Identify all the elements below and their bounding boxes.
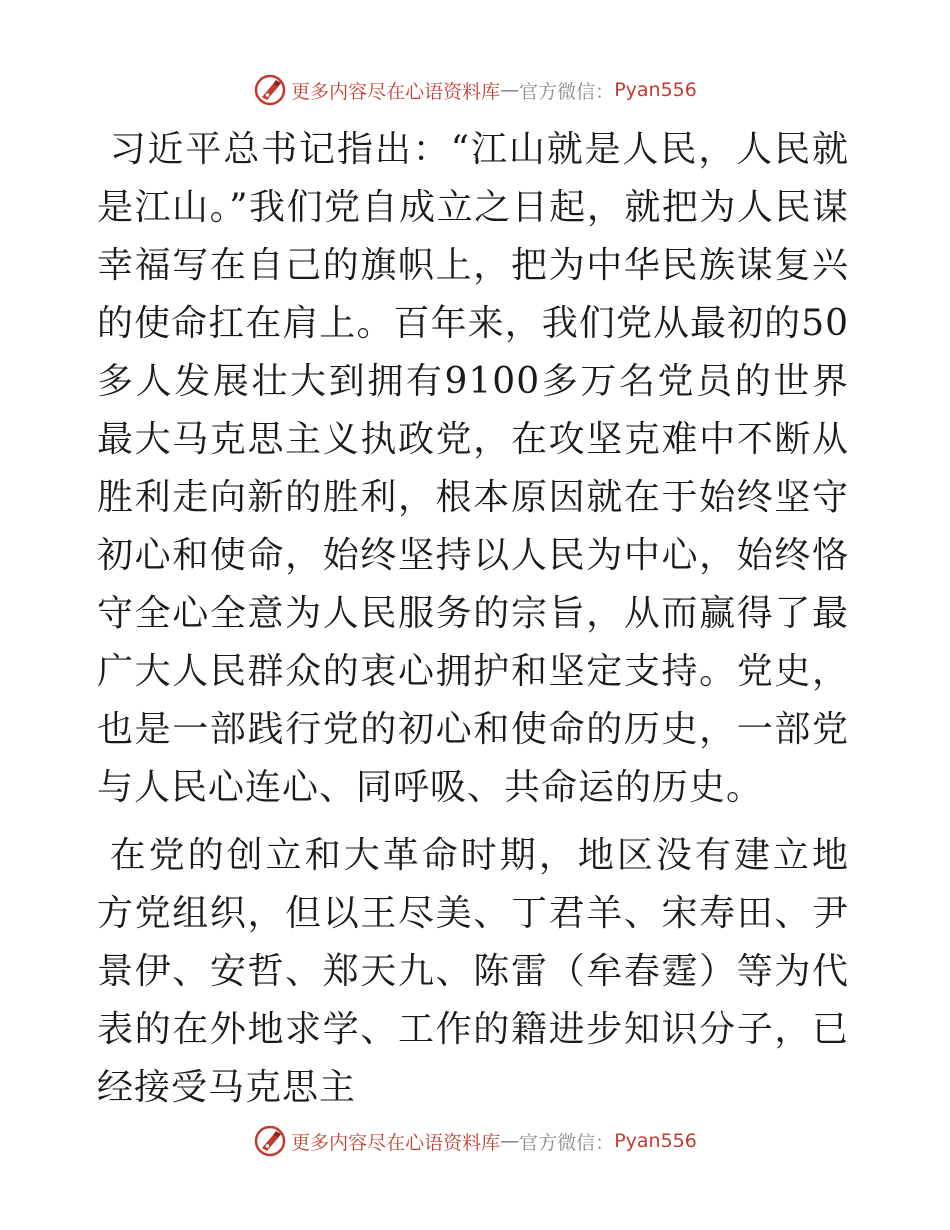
footer-watermark	[0, 1123, 950, 1159]
watermark-brand: 更多内容尽在心语资料库	[291, 1131, 501, 1154]
paragraph-1: 习近平总书记指出：“江山就是人民，人民就是江山。”我们党自成立之日起，就把为人民谋幸福写在自己的旗帜上，把为中华民族谋复兴的使命扛在肩上。百年来，我们党从最初的50多人发展壮大到拥有9100多万名党员的世界最大马克思主义执政党，在攻坚克难中不断从胜利走向新的胜利，根本原因就在于始终坚守初心和使命，始终坚持以人民为中心，始终恪守全心全意为人民服务的宗旨，从而赢得了最广大人民群众的衷心拥护和坚定支持。党史，也是一部践行党的初心和使命的历史，一部党与人民心连心、同呼吸、共命运的历史。	[97, 129, 849, 808]
watermark-handle: Pyan556	[614, 79, 697, 101]
paragraph-2: 在党的创立和大革命时期，地区没有建立地方党组织，但以王尽美、丁君羊、宋寿田、尹景伊、安哲、郑天九、陈雷（牟春霆）等为代表的在外地求学、工作的籍进步知识分子，已经接受马克思主	[97, 835, 849, 1108]
pen-nib-circle-icon	[253, 73, 287, 107]
pen-nib-circle-icon	[253, 1124, 287, 1158]
watermark-handle: Pyan556	[614, 1130, 697, 1152]
watermark-contact: 官方微信：	[519, 1131, 615, 1154]
watermark-brand: 更多内容尽在心语资料库	[291, 80, 501, 103]
watermark-dash: —	[500, 1130, 520, 1152]
watermark-dash: —	[500, 79, 520, 101]
header-watermark	[0, 72, 950, 108]
document-body	[97, 121, 849, 1127]
watermark-contact: 官方微信：	[519, 80, 615, 103]
